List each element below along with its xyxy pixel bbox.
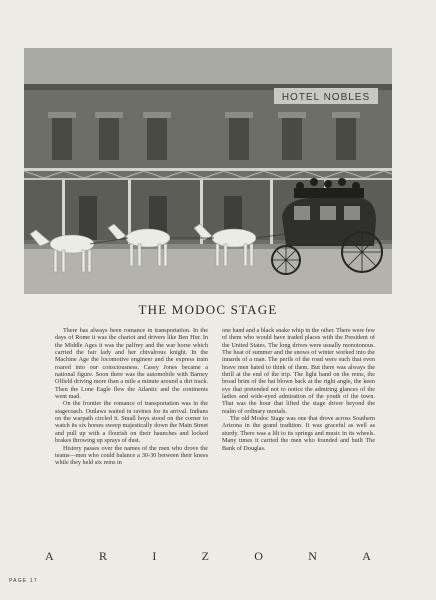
banner-letter: Z [201, 549, 209, 563]
banner-letter: A [362, 549, 371, 563]
column-left [55, 327, 208, 467]
arizona-banner [45, 549, 371, 564]
banner-letter: R [98, 549, 107, 563]
article-body [55, 327, 375, 467]
banner-letter: I [152, 549, 157, 563]
hotel-sign-text: HOTEL NOBLES [281, 92, 371, 103]
paragraph: The old Modoc Stage was one that drove across Southern Arizona in the grand tradition. It was graceful as well as sturdy. There was a lilt to its springs and music in its wheels. Many times it carried the men who founded and built The Bank of Douglas. [222, 415, 375, 452]
column-right [222, 327, 375, 467]
banner-letter: N [308, 549, 317, 563]
modoc-stage-photograph [24, 48, 392, 294]
banner-letter: A [45, 549, 54, 563]
paragraph: There has always been romance in transportation. In the days of Rome it was the chariot and drivers like Ben Hur. In the Middle Ages it was the palfrey and the war horse which carried the fair lady and her chivalrous knight. In the Machine Age the locomotive engineer and the express train roared into our consciousness. Casey Jones became a national figure. Soon there was the automobile with Barney Olfield driving more than a mile a minute around a dirt track. Then the Lone Eagle flew the Atlantic and the continents went mad. [55, 327, 208, 401]
banner-letter: O [254, 549, 263, 563]
paragraph: one hand and a black snake whip in the other. There were few of them who would have traded places with the President of the United States. The long drives were usually monotonous. The heat of summer and the snows of winter worked into the innards of a man. The perils of the road were such that even brave men hated to think of them. But there was always the thrill at the end of the trip. The light hand on the reins, the broad brim of the hat blown back at the right angle, the keen eye that pretended not to notice the admiring glances of the ladies and wide-eyed admiration of the youth of the town. That was the hour that lifted the stage driver beyond the realm of ordinary mortals. [222, 327, 375, 415]
page-number: PAGE 17 [9, 578, 38, 584]
paragraph: On the frontier the romance of transportation was in the stagecoach. Outlaws waited in ravines for its arrival. Indians on the warpath circled it. Small boys stood on the corner to watch its six horses sweep majestically down the Main Street and pull up with a flourish on their haunches and locked brakes throwing up sprays of dust. [55, 400, 208, 445]
photo-caption: THE MODOC STAGE [138, 302, 278, 317]
paragraph: History passes over the names of the men who drove the teams—men who could balance a 30-30 between their knees while they held six reins in [55, 444, 208, 467]
